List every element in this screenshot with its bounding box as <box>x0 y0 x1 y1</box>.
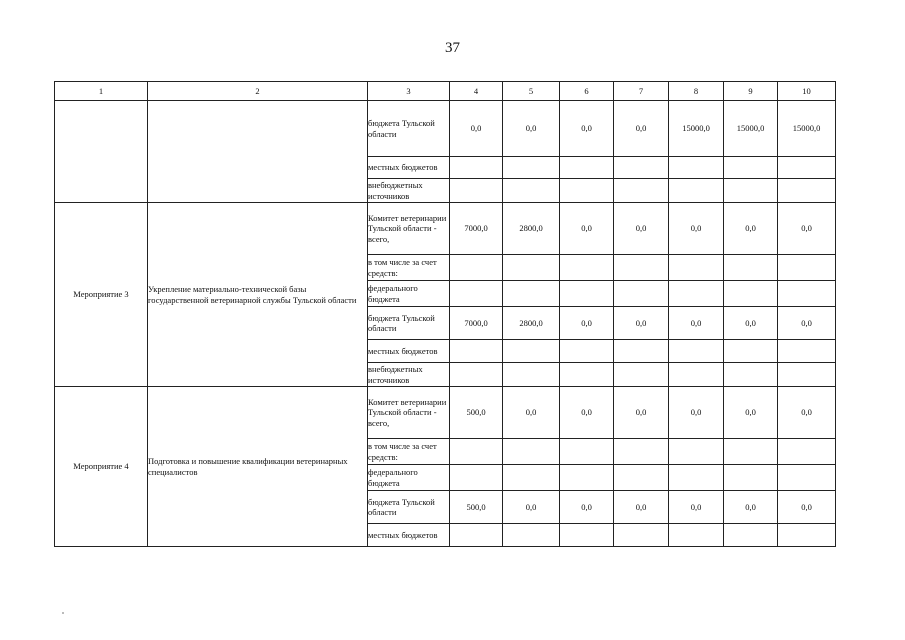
value-cell <box>560 157 614 179</box>
value-cell: 0,0 <box>503 387 560 439</box>
value-cell <box>669 179 724 203</box>
value-cell <box>669 281 724 307</box>
value-cell: 0,0 <box>614 387 669 439</box>
value-cell: 0,0 <box>669 203 724 255</box>
value-cell <box>450 340 503 363</box>
value-cell: 0,0 <box>560 101 614 157</box>
value-cell: 0,0 <box>614 307 669 340</box>
table-row <box>55 203 836 255</box>
value-cell <box>450 281 503 307</box>
value-cell: 500,0 <box>450 491 503 524</box>
value-cell <box>560 340 614 363</box>
value-cell <box>450 255 503 281</box>
header-cell-3: 3 <box>368 82 450 101</box>
value-cell <box>724 363 778 387</box>
value-cell: 7000,0 <box>450 203 503 255</box>
value-cell <box>778 524 836 547</box>
value-cell <box>560 281 614 307</box>
funding-source-cell: Комитет ветеринарии Тульской области - всего, <box>368 387 450 439</box>
value-cell <box>724 340 778 363</box>
header-cell-9: 9 <box>724 82 778 101</box>
funding-source-cell: внебюджетных источников <box>368 363 450 387</box>
value-cell <box>669 157 724 179</box>
value-cell: 0,0 <box>560 491 614 524</box>
value-cell: 0,0 <box>778 307 836 340</box>
value-cell <box>778 179 836 203</box>
value-cell: 0,0 <box>778 387 836 439</box>
value-cell <box>503 157 560 179</box>
funding-source-cell: федерального бюджета <box>368 465 450 491</box>
table-row <box>55 387 836 439</box>
value-cell: 15000,0 <box>669 101 724 157</box>
value-cell <box>669 363 724 387</box>
value-cell: 0,0 <box>669 387 724 439</box>
value-cell: 0,0 <box>778 203 836 255</box>
value-cell <box>560 179 614 203</box>
value-cell: 0,0 <box>503 101 560 157</box>
value-cell <box>669 465 724 491</box>
value-cell <box>724 157 778 179</box>
value-cell <box>614 439 669 465</box>
header-cell-5: 5 <box>503 82 560 101</box>
value-cell <box>614 157 669 179</box>
value-cell <box>614 465 669 491</box>
value-cell <box>560 465 614 491</box>
value-cell <box>560 524 614 547</box>
value-cell: 7000,0 <box>450 307 503 340</box>
value-cell <box>778 363 836 387</box>
value-cell <box>503 255 560 281</box>
funding-source-cell: федерального бюджета <box>368 281 450 307</box>
funding-source-cell: бюджета Тульской области <box>368 307 450 340</box>
value-cell <box>450 524 503 547</box>
value-cell <box>450 439 503 465</box>
header-cell-4: 4 <box>450 82 503 101</box>
value-cell: 0,0 <box>560 203 614 255</box>
value-cell <box>560 255 614 281</box>
funding-source-cell: местных бюджетов <box>368 340 450 363</box>
value-cell: 0,0 <box>724 491 778 524</box>
value-cell <box>778 340 836 363</box>
value-cell <box>669 255 724 281</box>
funding-source-cell: бюджета Тульской области <box>368 491 450 524</box>
value-cell: 15000,0 <box>778 101 836 157</box>
value-cell <box>560 439 614 465</box>
value-cell <box>778 281 836 307</box>
event-description-cell: Подготовка и повышение квалификации ветеринарных специалистов <box>148 387 368 547</box>
value-cell <box>614 179 669 203</box>
value-cell <box>669 524 724 547</box>
value-cell <box>724 524 778 547</box>
value-cell: 0,0 <box>724 307 778 340</box>
value-cell: 0,0 <box>724 387 778 439</box>
value-cell <box>450 179 503 203</box>
value-cell <box>503 179 560 203</box>
value-cell <box>724 179 778 203</box>
event-name-cell: Мероприятие 4 <box>55 387 148 547</box>
value-cell <box>503 340 560 363</box>
value-cell <box>724 255 778 281</box>
value-cell: 0,0 <box>669 307 724 340</box>
value-cell: 0,0 <box>614 101 669 157</box>
funding-source-cell: внебюджетных источников <box>368 179 450 203</box>
table-body <box>55 82 836 547</box>
header-cell-10: 10 <box>778 82 836 101</box>
value-cell <box>614 363 669 387</box>
value-cell: 0,0 <box>724 203 778 255</box>
funding-source-cell: в том числе за счет средств: <box>368 255 450 281</box>
value-cell <box>503 524 560 547</box>
value-cell: 0,0 <box>778 491 836 524</box>
header-cell-7: 7 <box>614 82 669 101</box>
value-cell <box>778 465 836 491</box>
value-cell <box>614 281 669 307</box>
value-cell <box>669 439 724 465</box>
value-cell <box>669 340 724 363</box>
header-cell-6: 6 <box>560 82 614 101</box>
value-cell <box>450 363 503 387</box>
header-cell-1: 1 <box>55 82 148 101</box>
event-name-cell: Мероприятие 3 <box>55 203 148 387</box>
value-cell <box>614 524 669 547</box>
funding-source-cell: местных бюджетов <box>368 157 450 179</box>
value-cell <box>503 363 560 387</box>
value-cell: 0,0 <box>450 101 503 157</box>
value-cell: 2800,0 <box>503 307 560 340</box>
event-description-cell: Укрепление материально-технической базы государственной ветеринарной службы Тульской области <box>148 203 368 387</box>
event-cell-continued <box>55 101 148 203</box>
value-cell <box>778 255 836 281</box>
header-row <box>55 82 836 101</box>
page-number: 37 <box>445 40 460 56</box>
header-cell-8: 8 <box>669 82 724 101</box>
value-cell: 0,0 <box>560 387 614 439</box>
value-cell <box>614 255 669 281</box>
value-cell: 500,0 <box>450 387 503 439</box>
value-cell: 0,0 <box>503 491 560 524</box>
budget-table <box>54 81 836 547</box>
value-cell <box>724 439 778 465</box>
funding-source-cell: Комитет ветеринарии Тульской области - всего, <box>368 203 450 255</box>
value-cell <box>503 465 560 491</box>
value-cell <box>778 157 836 179</box>
funding-source-cell: в том числе за счет средств: <box>368 439 450 465</box>
value-cell <box>503 281 560 307</box>
value-cell: 2800,0 <box>503 203 560 255</box>
value-cell <box>724 465 778 491</box>
table-row <box>55 101 836 157</box>
value-cell: 0,0 <box>614 203 669 255</box>
value-cell <box>503 439 560 465</box>
funding-source-cell: бюджета Тульской области <box>368 101 450 157</box>
scan-artifact <box>62 612 64 614</box>
description-cell-continued <box>148 101 368 203</box>
value-cell <box>614 340 669 363</box>
header-cell-2: 2 <box>148 82 368 101</box>
value-cell <box>560 363 614 387</box>
funding-source-cell: местных бюджетов <box>368 524 450 547</box>
value-cell: 0,0 <box>560 307 614 340</box>
value-cell <box>724 281 778 307</box>
value-cell <box>450 465 503 491</box>
value-cell: 0,0 <box>669 491 724 524</box>
value-cell <box>450 157 503 179</box>
value-cell: 15000,0 <box>724 101 778 157</box>
value-cell: 0,0 <box>614 491 669 524</box>
value-cell <box>778 439 836 465</box>
